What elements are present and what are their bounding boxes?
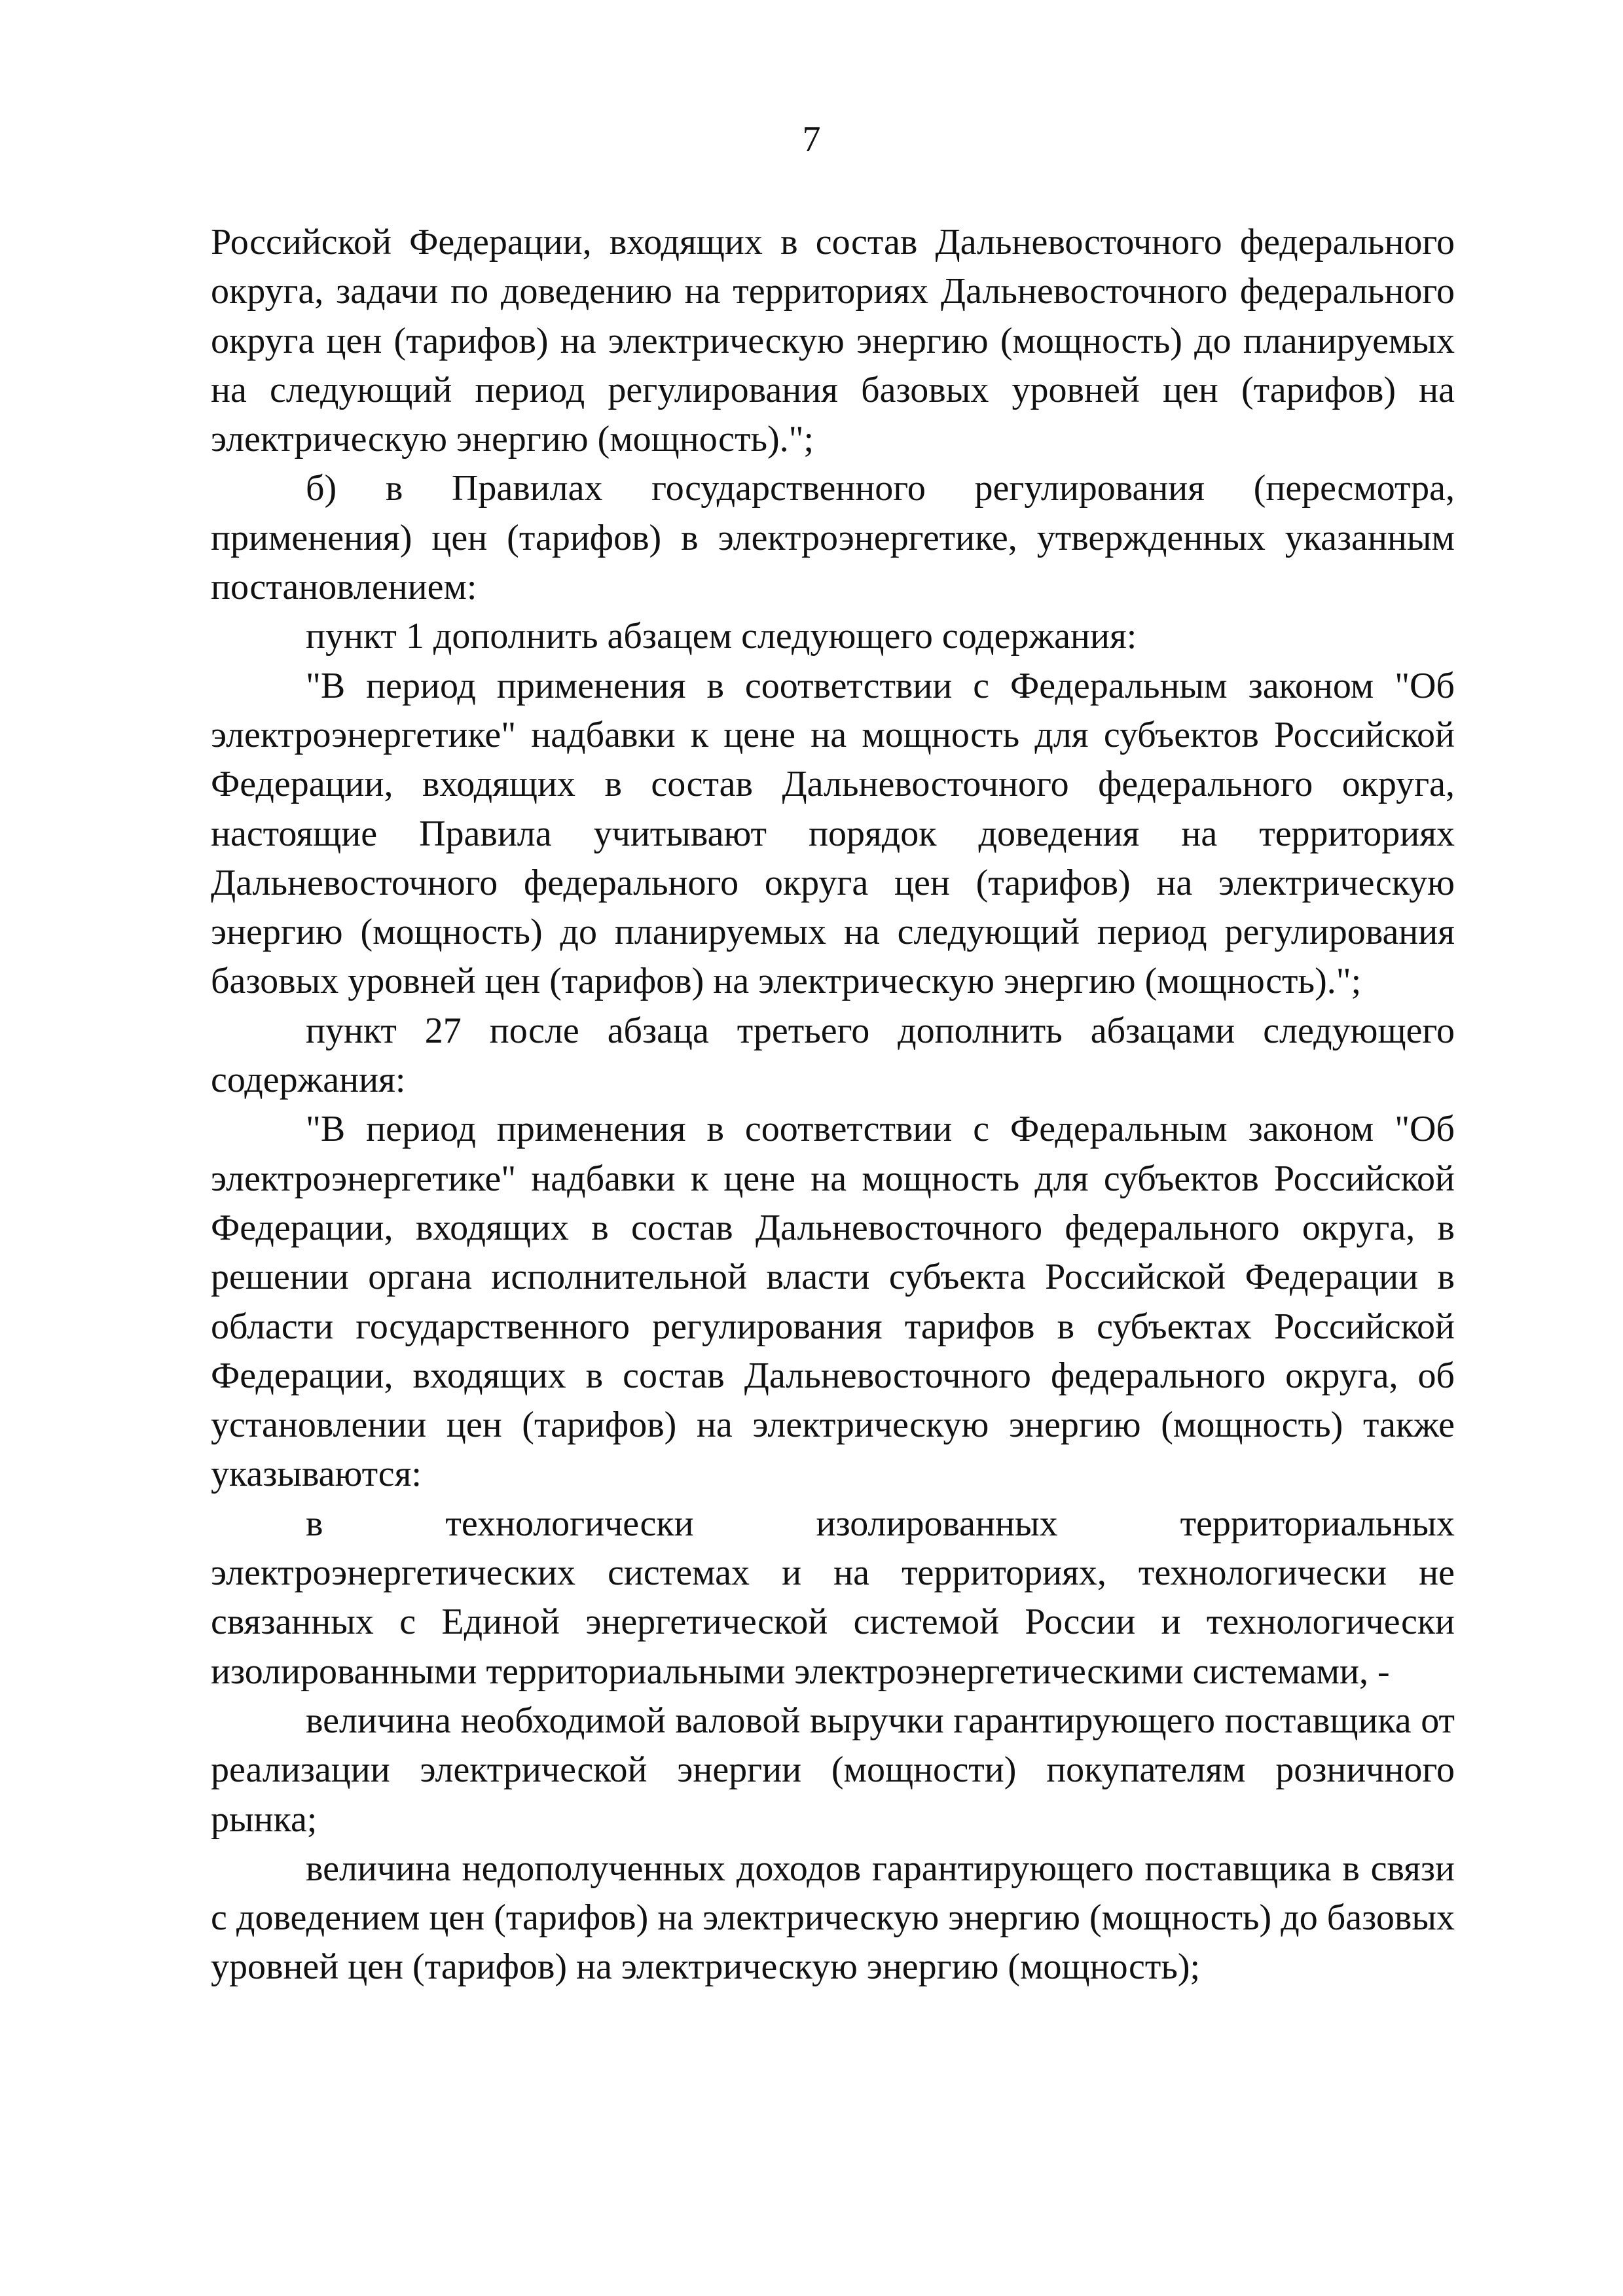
paragraph-isolated-systems: в технологически изолированных территориальных электроэнергетических системах и на территориях, технологически не связанных с Единой энергетической системой России и технологически изолированными территориальными электроэнергетическими системами, -: [211, 1503, 1455, 1692]
document-body: [211, 218, 1455, 1992]
paragraph-b-rules: б) в Правилах государственного регулирования (пересмотра, применения) цен (тарифов) в электроэнергетике, утвержденных указанным постановлением:: [211, 468, 1455, 608]
page-number: 7: [802, 119, 821, 160]
paragraph-continuation: Российской Федерации, входящих в состав Дальневосточного федерального округа, задачи по доведению на территориях Дальневосточного федерального округа цен (тарифов) на электрическую энергию (мощность) до планируемых на следующий период регулирования базовых уровней цен (тарифов) на электрическую энергию (мощность).";: [211, 222, 1455, 460]
paragraph-quote-2: "В период применения в соответствии с Федеральным законом "Об электроэнергетике" надбавки к цене на мощность для субъектов Российской Федерации, входящих в состав Дальневосточного федерального округа, в решении органа исполнительной власти субъекта Российской Федерации в области государственного регулирования тарифов в субъектах Российской Федерации, входящих в состав Дальневосточного федерального округа, об установлении цен (тарифов) на электрическую энергию (мощность) также указываются:: [211, 1109, 1455, 1495]
paragraph-quote-1: "В период применения в соответствии с Федеральным законом "Об электроэнергетике" надбавки к цене на мощность для субъектов Российской Федерации, входящих в состав Дальневосточного федерального округа, настоящие Правила учитывают порядок доведения на территориях Дальневосточного федерального округа цен (тарифов) на электрическую энергию (мощность) до планируемых на следующий период регулирования базовых уровней цен (тарифов) на электрическую энергию (мощность).";: [211, 665, 1455, 1002]
paragraph-gross-revenue: величина необходимой валовой выручки гарантирующего поставщика от реализации электрической энергии (мощности) покупателям розничного рынка;: [211, 1700, 1455, 1840]
paragraph-item-1: пункт 1 дополнить абзацем следующего содержания:: [306, 616, 1137, 657]
paragraph-item-27: пункт 27 после абзаца третьего дополнить абзацами следующего содержания:: [211, 1010, 1455, 1101]
paragraph-lost-income: величина недополученных доходов гарантирующего поставщика в связи с доведением цен (тарифов) на электрическую энергию (мощность) до базовых уровней цен (тарифов) на электрическую энергию (мощность);: [211, 1848, 1455, 1988]
